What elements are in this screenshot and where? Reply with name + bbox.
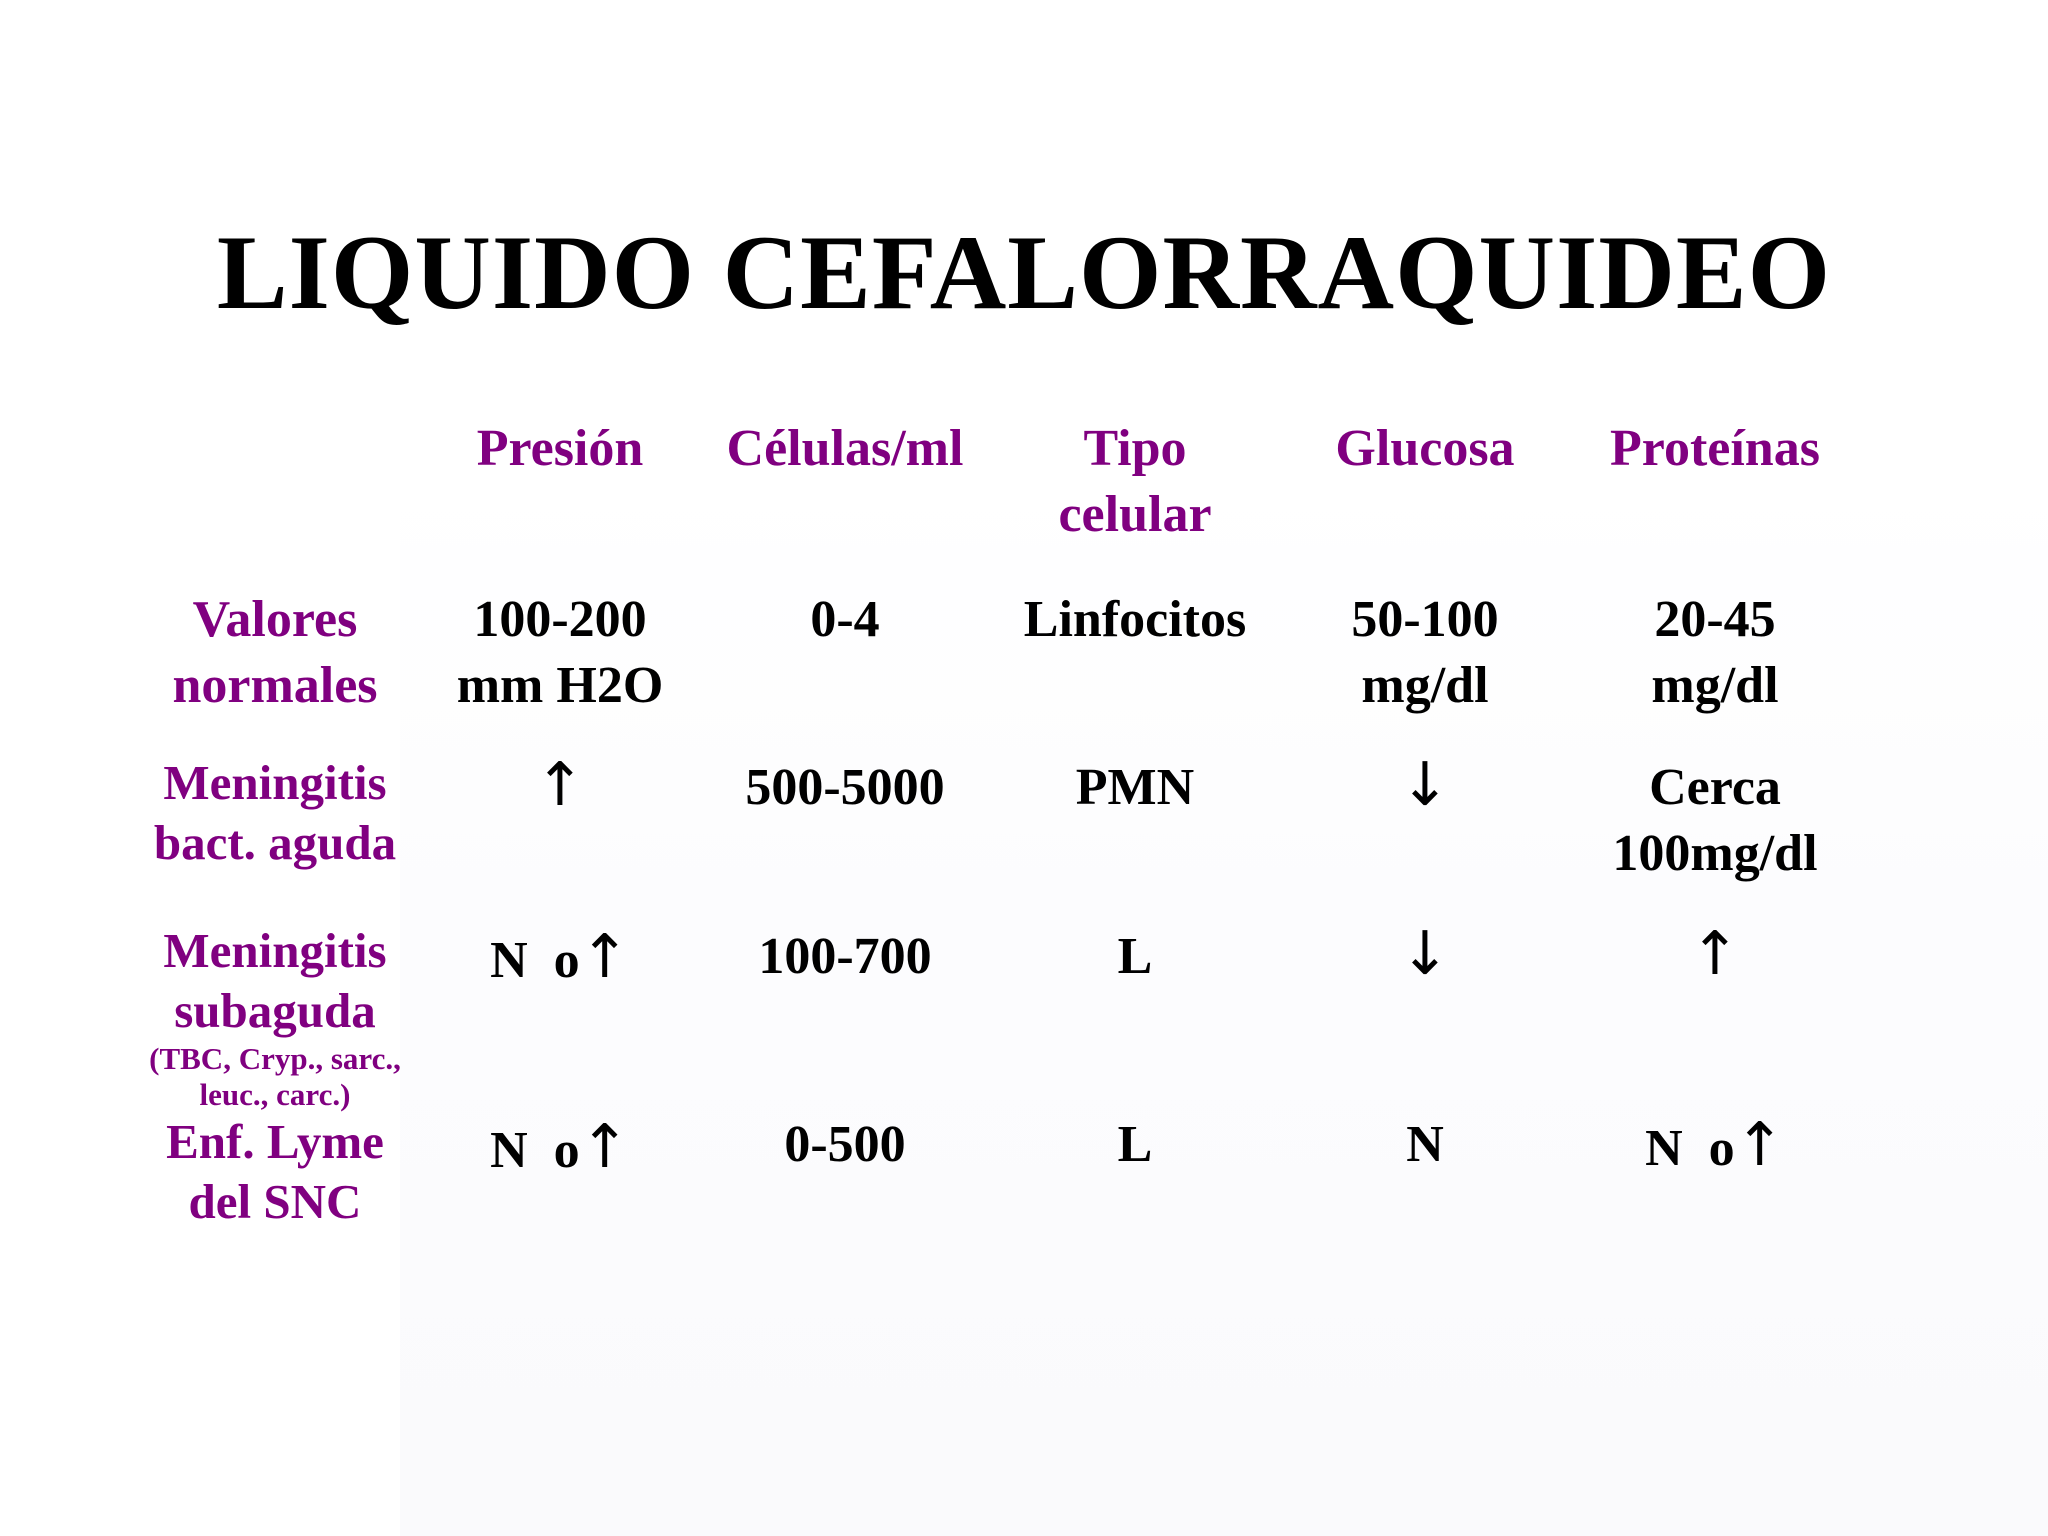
valores-glucosa <box>1280 587 1570 719</box>
lyme-proteinas-text: N o <box>1645 1120 1735 1177</box>
header-tipo-celular <box>990 416 1280 548</box>
arrow-up-icon: ↑ <box>579 1112 630 1182</box>
arrow-up-icon: ↑ <box>1734 1110 1785 1180</box>
row-label-valores-normales <box>130 587 420 719</box>
row-label-note-line2: leuc., carc.) <box>199 1077 351 1112</box>
valores-proteinas-line2: mg/dl <box>1651 657 1779 714</box>
bacteriana-presion <box>420 752 700 822</box>
lyme-presion-text: N o <box>490 1122 580 1179</box>
header-tipo-line1: Tipo <box>1083 420 1187 477</box>
header-proteinas: Proteínas <box>1610 420 1820 477</box>
row-label-meningitis-bacteriana <box>130 753 420 873</box>
row-label-note-line1: (TBC, Cryp., sarc., <box>149 1041 401 1076</box>
valores-proteinas <box>1570 587 1860 719</box>
row-label-line2: bact. aguda <box>153 815 397 870</box>
subaguda-celulas: 100-700 <box>758 928 932 985</box>
subaguda-presion-text: N o <box>490 932 580 989</box>
valores-glucosa-line1: 50-100 <box>1351 591 1499 648</box>
lyme-celulas: 0-500 <box>784 1116 906 1173</box>
bacteriana-proteinas-line1: Cerca <box>1649 759 1781 816</box>
lyme-presion <box>420 1114 700 1184</box>
arrow-down-icon: ↓ <box>1399 750 1451 820</box>
row-label-line2: subaguda <box>174 983 376 1038</box>
row-label-line1: Valores <box>192 591 358 648</box>
lyme-glucosa: N <box>1406 1116 1444 1173</box>
valores-tipo: Linfocitos <box>1023 591 1247 648</box>
row-label-meningitis-subaguda <box>130 921 420 1113</box>
subaguda-tipo: L <box>1117 928 1153 985</box>
bacteriana-proteinas <box>1570 755 1860 887</box>
valores-presion-line1: 100-200 <box>473 591 647 648</box>
arrow-up-icon: ↑ <box>534 750 586 820</box>
slide-title: LIQUIDO CEFALORRAQUIDEO <box>216 214 1832 331</box>
row-label-line1: Meningitis <box>163 923 387 978</box>
row-label-line1: Enf. Lyme <box>166 1114 384 1169</box>
row-label-line1: Meningitis <box>163 755 387 810</box>
header-presion: Presión <box>476 420 644 477</box>
valores-presion-line2: mm H2O <box>456 657 664 714</box>
header-celulas: Células/ml <box>726 420 964 477</box>
row-label-line2: del SNC <box>188 1174 362 1229</box>
subaguda-presion <box>420 924 700 994</box>
arrow-up-icon: ↑ <box>1689 919 1741 989</box>
bacteriana-celulas: 500-5000 <box>745 759 945 816</box>
row-label-line2: normales <box>172 657 378 714</box>
header-glucosa: Glucosa <box>1335 420 1515 477</box>
valores-proteinas-line1: 20-45 <box>1654 591 1776 648</box>
subaguda-proteinas <box>1570 921 1860 991</box>
lyme-tipo: L <box>1117 1116 1153 1173</box>
valores-glucosa-line2: mg/dl <box>1361 657 1489 714</box>
lyme-proteinas <box>1570 1112 1860 1182</box>
arrow-up-icon: ↑ <box>579 922 630 992</box>
valores-celulas: 0-4 <box>810 591 880 648</box>
arrow-down-icon: ↓ <box>1399 919 1451 989</box>
bacteriana-glucosa <box>1280 752 1570 822</box>
valores-presion <box>420 587 700 719</box>
row-label-enf-lyme <box>130 1112 420 1232</box>
header-tipo-line2: celular <box>1058 486 1212 543</box>
bacteriana-tipo: PMN <box>1075 759 1195 816</box>
subaguda-glucosa <box>1280 921 1570 991</box>
bacteriana-proteinas-line2: 100mg/dl <box>1612 825 1818 882</box>
